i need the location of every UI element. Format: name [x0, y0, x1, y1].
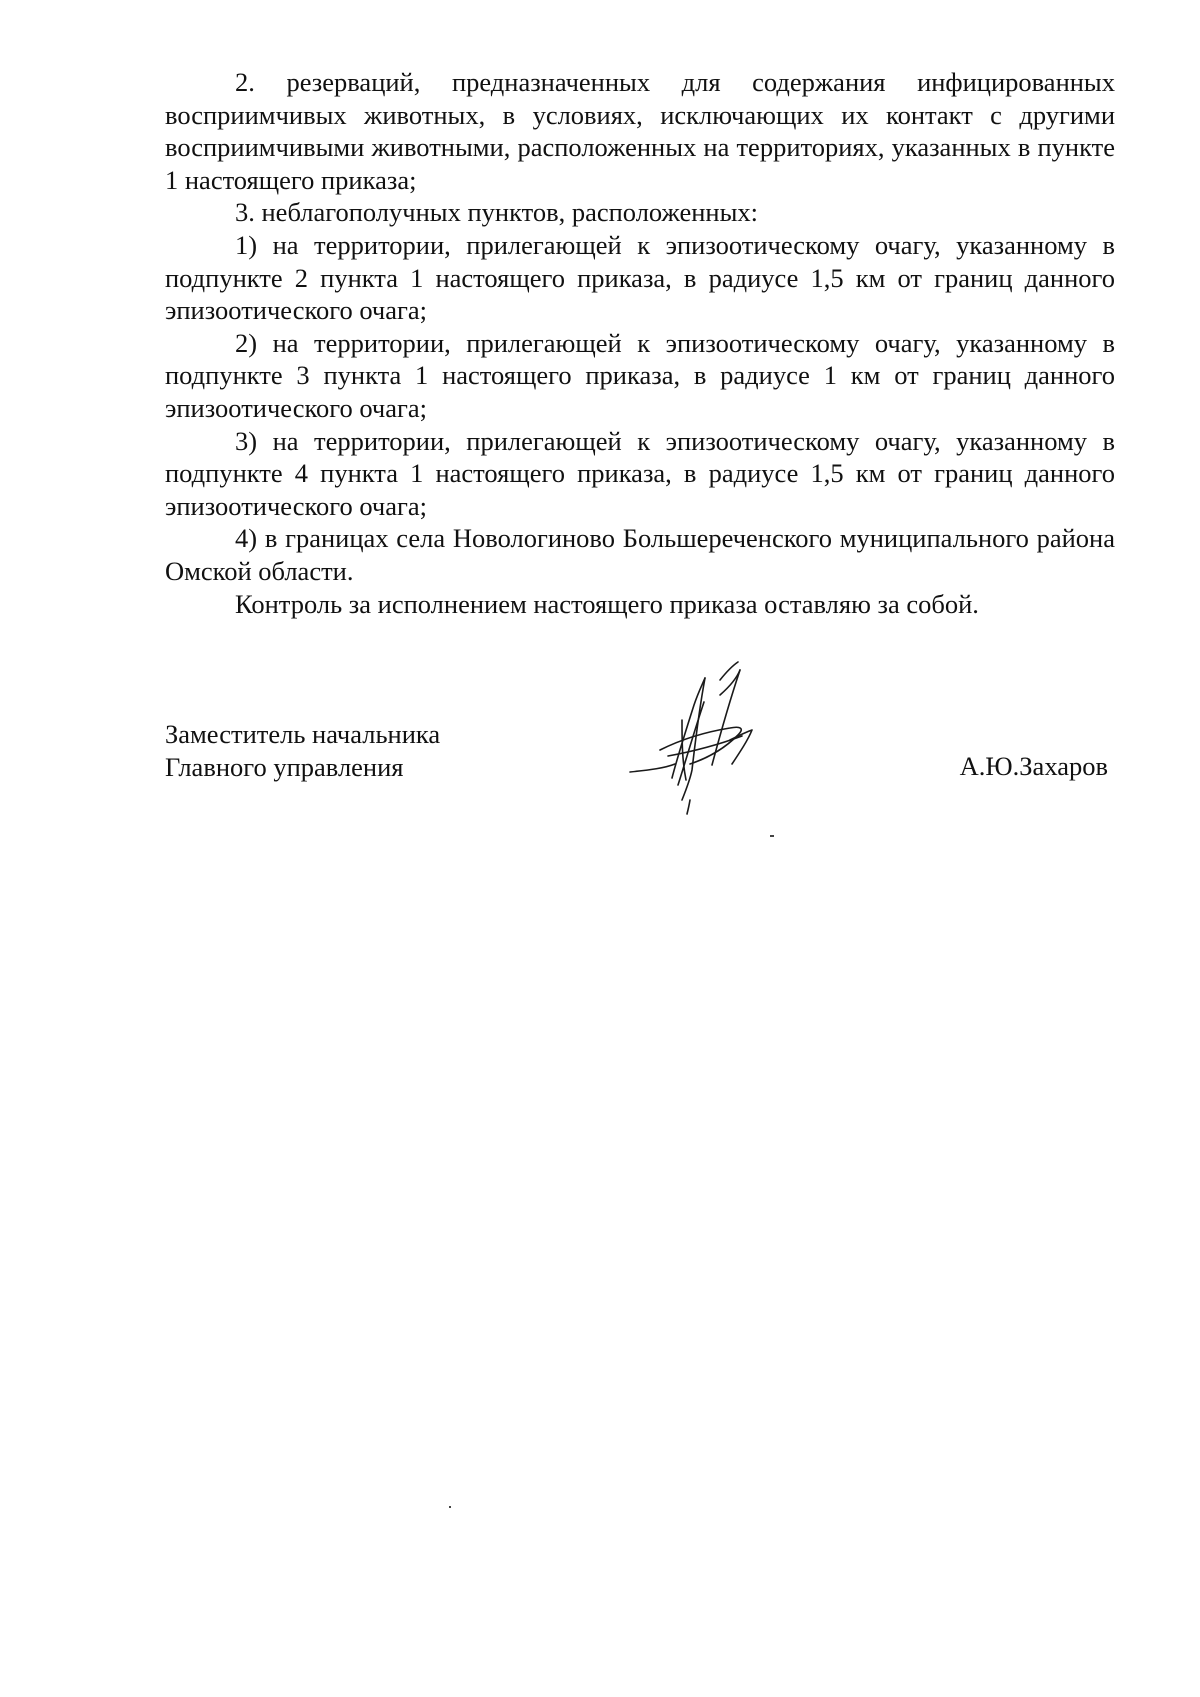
subitem-4: 4) в границах села Новологиново Большереченского муниципального района Омской области.	[165, 523, 1115, 586]
paragraph-reservations: 2. резерваций, предназначенных для содержания инфицированных восприимчивых животных, в условиях, исключающих их контакт с другими восприимчивыми животными, расположенных на территориях, указанных в пункте 1 настоящего приказа;	[165, 67, 1115, 195]
subitem-1: 1) на территории, прилегающей к эпизоотическому очагу, указанному в подпункте 2 пункта 1 настоящего приказа, в радиусе 1,5 км от границ данного эпизоотического очага;	[165, 229, 1115, 326]
signatory-name: А.Ю.Захаров	[959, 751, 1108, 781]
scan-speck	[770, 835, 774, 837]
control-statement: Контроль за исполнением настоящего приказа оставляю за собой.	[235, 588, 979, 619]
document-body	[165, 66, 1115, 620]
handwritten-signature	[620, 660, 780, 830]
paragraph-affected-points: 3. неблагополучных пунктов, расположенных:	[235, 197, 759, 228]
subitem-2: 2) на территории, прилегающей к эпизоотическому очагу, указанному в подпункте 3 пункта 1 настоящего приказа, в радиусе 1 км от границ данного эпизоотического очага;	[165, 327, 1115, 423]
subitem-3: 3) на территории, прилегающей к эпизоотическому очагу, указанному в подпункте 4 пункта 1 настоящего приказа, в радиусе 1,5 км от границ данного эпизоотического очага;	[165, 425, 1115, 521]
signatory-position	[165, 718, 440, 783]
scan-speck	[449, 1506, 451, 1508]
signatory-position-line2: Главного управления	[165, 751, 404, 782]
signatory-position-line1: Заместитель начальника	[165, 719, 441, 749]
